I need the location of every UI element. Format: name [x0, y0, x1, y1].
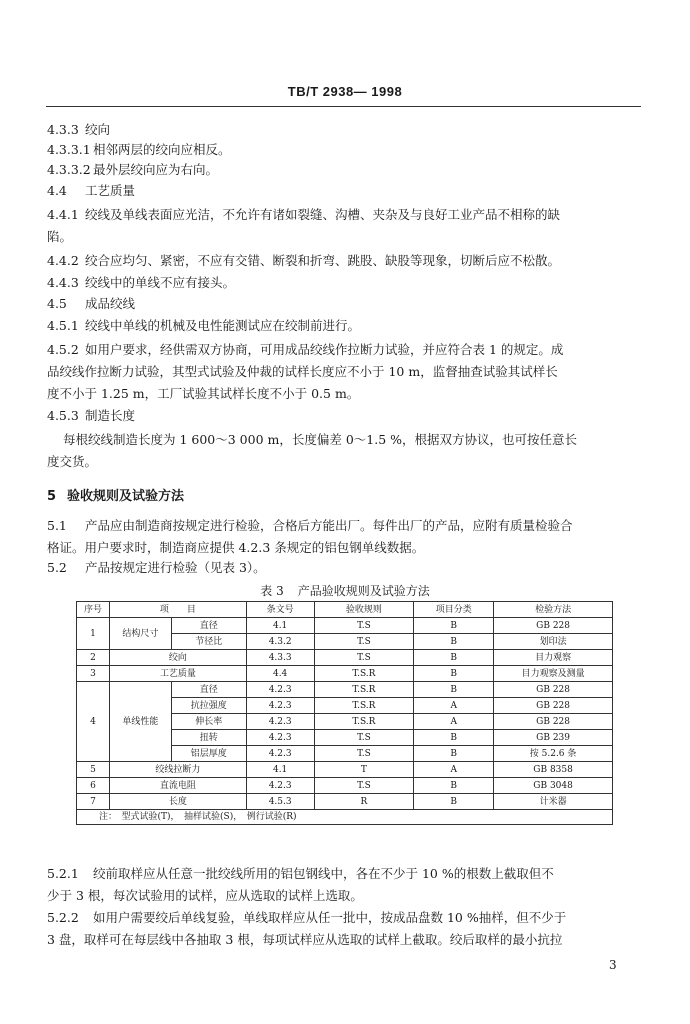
cell-category: B	[414, 634, 494, 650]
clause-number: 5.2	[47, 560, 67, 575]
acceptance-test-table	[76, 601, 613, 825]
cell-item: 绞向	[109, 650, 246, 666]
cell-method: GB 228	[494, 698, 613, 714]
cell-category: B	[414, 682, 494, 698]
section-number: 5	[47, 489, 57, 504]
clause-4-4-1-cont: 陷。	[47, 229, 73, 244]
section-5-heading	[47, 485, 184, 504]
header-no: 序号	[77, 602, 110, 618]
clause-4-5-2-cont2: 度不小于 1.25 m，工厂试验其试样长度不小于 0.5 m。	[47, 386, 360, 401]
table-row	[77, 618, 613, 634]
cell-clause: 4.3.3	[246, 650, 314, 666]
cell-category: A	[414, 762, 494, 778]
cell-rule: T	[314, 762, 414, 778]
table-row	[77, 650, 613, 666]
cell-clause: 4.2.3	[246, 698, 314, 714]
cell-category: A	[414, 714, 494, 730]
cell-group: 单线性能	[109, 682, 171, 762]
clause-4-3-3	[47, 120, 642, 140]
cell-method: GB 228	[494, 714, 613, 730]
cell-rule: R	[314, 794, 414, 810]
clause-text: 绞合应均匀、紧密，不应有交错、断裂和折弯、跳股、缺股等现象，切断后应不松散。	[85, 253, 561, 268]
cell-method: GB 8358	[494, 762, 613, 778]
section-title: 验收规则及试验方法	[67, 489, 185, 504]
cell-method: GB 228	[494, 682, 613, 698]
cell-category: B	[414, 730, 494, 746]
cell-clause: 4.2.3	[246, 682, 314, 698]
cell-category: B	[414, 666, 494, 682]
cell-method: 按 5.2.6 条	[494, 746, 613, 762]
clause-5-2	[47, 558, 642, 578]
cell-rule: T.S.R	[314, 666, 414, 682]
cell-method: 目力观察及测量	[494, 666, 613, 682]
cell-item: 工艺质量	[109, 666, 246, 682]
clause-title: 制造长度	[85, 408, 136, 423]
cell-category: B	[414, 618, 494, 634]
cell-rule: T.S	[314, 730, 414, 746]
clause-number: 4.5.2	[47, 342, 79, 357]
cell-item: 绞线拉断力	[109, 762, 246, 778]
cell-no: 4	[77, 682, 110, 762]
header-rule	[46, 106, 641, 107]
cell-rule: T.S	[314, 778, 414, 794]
cell-sub: 抗拉强度	[171, 698, 246, 714]
cell-no: 1	[77, 618, 110, 650]
cell-item: 直流电阻	[109, 778, 246, 794]
header-method: 检验方法	[494, 602, 613, 618]
clause-number: 5.2.1	[47, 866, 79, 881]
table-note: 注： 型式试验(T)， 抽样试验(S)， 例行试验(R)	[77, 810, 613, 825]
clause-number: 5.1	[47, 518, 67, 533]
clause-text: 产品应由制造商按规定进行检验，合格后方能出厂。每件出厂的产品，应附有质量检验合	[85, 518, 573, 533]
clause-text: 绞线中的单线不应有接头。	[85, 275, 236, 290]
cell-rule: T.S.R	[314, 682, 414, 698]
header-item: 项 目	[109, 602, 246, 618]
cell-category: A	[414, 698, 494, 714]
clause-number: 5.2.2	[47, 910, 79, 925]
cell-group: 结构尺寸	[109, 618, 171, 650]
cell-rule: T.S	[314, 618, 414, 634]
clause-4-5	[47, 294, 642, 314]
cell-method: 划印法	[494, 634, 613, 650]
clause-5-2-1	[47, 864, 642, 884]
clause-title: 工艺质量	[85, 183, 136, 198]
cell-no: 3	[77, 666, 110, 682]
cell-sub: 扭转	[171, 730, 246, 746]
clause-4-5-2-cont1: 品绞线作拉断力试验，其型式试验及仲裁的试样长度应不小于 10 m，监督抽查试验其试样长	[47, 364, 558, 379]
cell-clause: 4.2.3	[246, 730, 314, 746]
cell-category: B	[414, 650, 494, 666]
cell-method: 目力观察	[494, 650, 613, 666]
running-header: TB/T 2938— 1998	[287, 84, 403, 99]
cell-rule: T.S.R	[314, 714, 414, 730]
clause-number: 4.5	[47, 296, 67, 311]
cell-sub: 节径比	[171, 634, 246, 650]
clause-4-5-1	[47, 316, 642, 336]
table-row	[77, 666, 613, 682]
cell-clause: 4.2.3	[246, 746, 314, 762]
cell-rule: T.S.R	[314, 698, 414, 714]
clause-number: 4.5.3	[47, 408, 79, 423]
table-row	[77, 762, 613, 778]
clause-text: 相邻两层的绞向应相反。	[93, 142, 231, 157]
clause-text: 最外层绞向应为右向。	[93, 162, 219, 177]
cell-sub: 铝层厚度	[171, 746, 246, 762]
cell-clause: 4.4	[246, 666, 314, 682]
table-row	[77, 682, 613, 698]
cell-clause: 4.1	[246, 618, 314, 634]
cell-rule: T.S	[314, 634, 414, 650]
clause-4-4-1	[47, 205, 642, 225]
cell-method: GB 228	[494, 618, 613, 634]
table-row	[77, 778, 613, 794]
clause-text: 如用户需要绞后单线复验，单线取样应从任一批中，按成品盘数 10 %抽样，但不少于	[93, 910, 567, 925]
cell-no: 2	[77, 650, 110, 666]
table-caption-title: 产品验收规则及试验方法	[297, 584, 430, 598]
cell-sub: 直径	[171, 618, 246, 634]
clause-5-2-1-cont: 少于 3 根，每次试验用的试样，应从选取的试样上选取。	[47, 888, 363, 903]
cell-category: B	[414, 794, 494, 810]
cell-clause: 4.2.3	[246, 778, 314, 794]
clause-number: 4.4.1	[47, 207, 79, 222]
clause-4-5-3	[47, 406, 642, 426]
clause-text: 绞线中单线的机械及电性能测试应在绞制前进行。	[85, 318, 361, 333]
clause-text: 绞线及单线表面应光洁，不允许有诸如裂缝、沟槽、夹杂及与良好工业产品不相称的缺	[85, 207, 561, 222]
clause-5-1	[47, 516, 642, 536]
clause-number: 4.3.3	[47, 122, 79, 137]
clause-4-3-3-2	[47, 160, 642, 180]
table-header-row	[77, 602, 613, 618]
cell-category: B	[414, 778, 494, 794]
clause-4-5-3-cont: 度交货。	[47, 454, 98, 469]
cell-clause: 4.1	[246, 762, 314, 778]
clause-text: 绞前取样应从任意一批绞线所用的铝包钢线中，各在不少于 10 %的根数上截取但不	[93, 866, 554, 881]
cell-clause: 4.5.3	[246, 794, 314, 810]
table-row	[77, 794, 613, 810]
clause-5-2-2-cont: 3 盘，取样可在每层线中各抽取 3 根，每项试样应从选取的试样上截取。绞后取样的最小抗拉	[47, 932, 563, 947]
clause-title: 成品绞线	[85, 296, 136, 311]
cell-no: 5	[77, 762, 110, 778]
clause-4-3-3-1	[47, 140, 642, 160]
table-caption	[0, 582, 690, 599]
clause-4-4	[47, 181, 642, 201]
clause-number: 4.4.2	[47, 253, 79, 268]
clause-number: 4.3.3.2	[47, 162, 91, 177]
header-rule: 验收规则	[314, 602, 414, 618]
cell-method: GB 239	[494, 730, 613, 746]
clause-5-2-2	[47, 908, 642, 928]
clause-4-5-3-text: 每根绞线制造长度为 1 600～3 000 m，长度偏差 0～1.5 %，根据双方协议，也可按任意长	[63, 432, 578, 447]
cell-method: 计米器	[494, 794, 613, 810]
header-clause: 条文号	[246, 602, 314, 618]
cell-clause: 4.3.2	[246, 634, 314, 650]
clause-4-4-2	[47, 251, 642, 271]
cell-clause: 4.2.3	[246, 714, 314, 730]
cell-category: B	[414, 746, 494, 762]
clause-4-4-3	[47, 273, 642, 293]
cell-sub: 直径	[171, 682, 246, 698]
clause-text: 如用户要求，经供需双方协商，可用成品绞线作拉断力试验，并应符合表 1 的规定。成	[85, 342, 564, 357]
clause-number: 4.5.1	[47, 318, 79, 333]
table-caption-label: 表 3	[260, 584, 284, 598]
cell-item: 长度	[109, 794, 246, 810]
clause-number: 4.4	[47, 183, 67, 198]
clause-title: 绞向	[85, 122, 111, 137]
cell-rule: T.S	[314, 746, 414, 762]
cell-rule: T.S	[314, 650, 414, 666]
clause-text: 产品按规定进行检验（见表 3）。	[85, 560, 266, 575]
table-note-row	[77, 810, 613, 825]
cell-method: GB 3048	[494, 778, 613, 794]
clause-number: 4.4.3	[47, 275, 79, 290]
clause-5-1-cont: 格证。用户要求时，制造商应提供 4.2.3 条规定的铝包钢单线数据。	[47, 540, 425, 555]
clause-4-5-2	[47, 340, 642, 360]
page-number: 3	[609, 958, 617, 972]
cell-sub: 伸长率	[171, 714, 246, 730]
header-category: 项目分类	[414, 602, 494, 618]
cell-no: 6	[77, 778, 110, 794]
cell-no: 7	[77, 794, 110, 810]
clause-number: 4.3.3.1	[47, 142, 91, 157]
